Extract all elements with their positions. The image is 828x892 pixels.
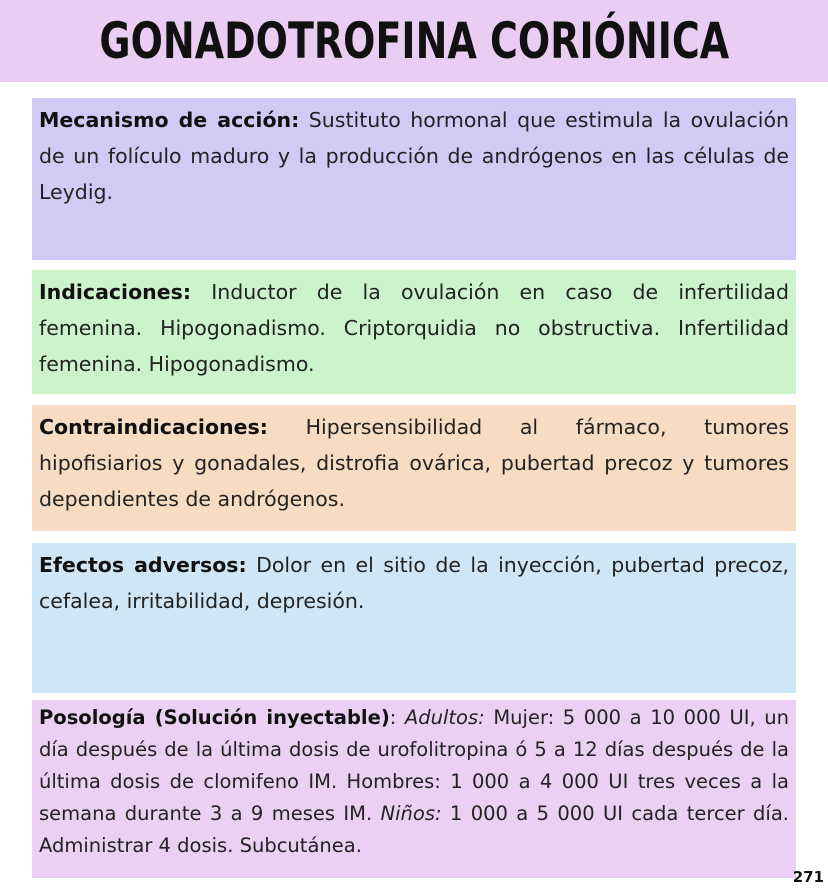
section-label: Indicaciones: [39,280,192,304]
section-contraindicaciones [32,405,796,531]
section-separator: : [389,706,405,729]
section-indicaciones [32,270,796,394]
section-posologia [32,700,796,878]
section-label: Posología (Solución inyectable) [39,706,390,729]
page-number: 271 [792,868,824,886]
section-label: Mecanismo de acción: [39,108,300,132]
title-bar [0,0,828,82]
section-efectos-adversos [32,543,796,693]
page-title: GONADOTROFINA CORIÓNICA [99,12,729,70]
section-mecanismo-de-accion [32,98,796,260]
adultos-text: Mujer: 5 000 a 10 000 UI, un día después de la última dosis de urofolitropina ó 5 a 12 días después de la última dosis de clomifeno IM. Hombres: 1 000 a 4 000 UI tres veces a la semana durante 3 a 9 meses IM. [39,706,789,825]
section-text: Dolor en el sitio de la inyección, pubertad precoz, cefalea, irritabilidad, depresión. [39,553,789,613]
section-label: Efectos adversos: [39,553,247,577]
section-text: Inductor de la ovulación en caso de infertilidad femenina. Hipogonadismo. Criptorquidia no obstructiva. Infertilidad femenina. Hipogonadismo. [39,280,789,376]
adultos-label: Adultos: [404,706,485,729]
section-label: Contraindicaciones: [39,415,268,439]
section-text: Hipersensibilidad al fármaco, tumores hipofisiarios y gonadales, distrofia ovárica, pubertad precoz y tumores dependientes de andrógenos. [39,415,789,511]
section-text: Sustituto hormonal que estimula la ovulación de un folículo maduro y la producción de andrógenos en las células de Leydig. [39,108,789,204]
ninos-text: 1 000 a 5 000 UI cada tercer día. Administrar 4 dosis. Subcutánea. [39,802,789,857]
ninos-label: Niños: [380,802,442,825]
